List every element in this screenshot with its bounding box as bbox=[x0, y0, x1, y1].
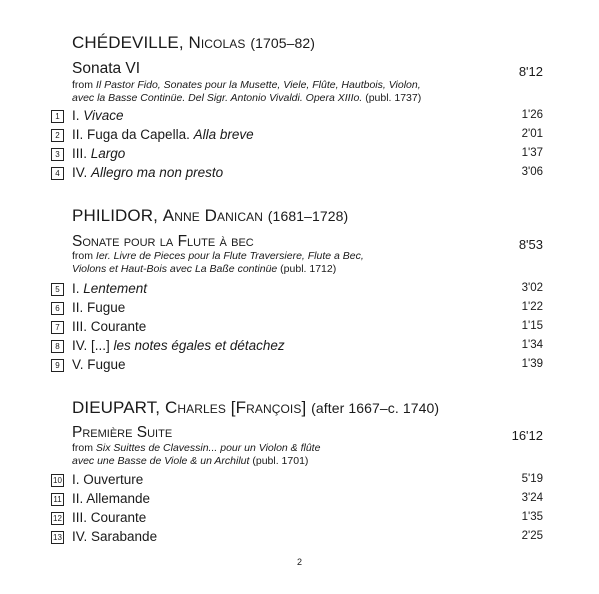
track-title-prefix: III. Courante bbox=[72, 319, 147, 334]
track-title-prefix: I. Ouverture bbox=[72, 472, 144, 487]
track-title-prefix: II. Fugue bbox=[72, 300, 126, 315]
work-source-note: from Six Suittes de Clavessin... pour un Violon & flûte avec une Basse de Viole & un Archilut (publ. 1701) bbox=[72, 442, 321, 467]
track-title bbox=[72, 319, 146, 334]
composer-given-name: Anne Danican bbox=[162, 206, 263, 225]
track-title bbox=[72, 472, 143, 487]
work-duration: 8'53 bbox=[518, 237, 543, 252]
track-row bbox=[0, 529, 599, 547]
track-title-tempo: Allegro ma non presto bbox=[91, 165, 224, 180]
track-title bbox=[72, 127, 254, 142]
track-row bbox=[0, 281, 599, 299]
track-number-box: 13 bbox=[51, 531, 64, 544]
track-row bbox=[0, 338, 599, 356]
work-title: Sonate pour la Flute à bec bbox=[72, 233, 254, 250]
track-duration: 2'01 bbox=[521, 128, 543, 140]
track-row bbox=[0, 165, 599, 183]
composer-dates: (after 1667–c. 1740) bbox=[311, 400, 440, 416]
track-title-prefix: II. Fuga da Capella. bbox=[72, 127, 194, 142]
track-number-box: 4 bbox=[51, 167, 64, 180]
composer-surname: DIEUPART, bbox=[72, 398, 161, 417]
track-title-tempo: Lentement bbox=[83, 281, 148, 296]
track-number-box: 1 bbox=[51, 110, 64, 123]
track-row bbox=[0, 472, 599, 490]
track-number-box: 3 bbox=[51, 148, 64, 161]
track-title bbox=[72, 491, 150, 506]
track-title-prefix: IV. bbox=[72, 165, 92, 180]
track-title bbox=[72, 510, 146, 525]
track-duration: 1'22 bbox=[521, 301, 543, 313]
work-duration: 16'12 bbox=[511, 428, 543, 443]
track-row bbox=[0, 108, 599, 126]
track-title-tempo: Vivace bbox=[83, 108, 124, 123]
work-source-note: from Il Pastor Fido, Sonates pour la Musette, Viele, Flûte, Hautbois, Violon, avec la Basse Continüe. Del Sigr. Antonio Vivaldi. Opera XIIIo. (publ. 1737) bbox=[72, 79, 422, 104]
track-title-prefix: III. bbox=[72, 146, 91, 161]
track-row bbox=[0, 510, 599, 528]
track-number-box: 10 bbox=[51, 474, 64, 487]
work-title: Sonata VI bbox=[72, 60, 141, 77]
composer-dates: (1681–1728) bbox=[267, 208, 349, 224]
composer-given-name: Nicolas bbox=[188, 33, 246, 52]
track-duration: 1'34 bbox=[521, 339, 543, 351]
work-source-note: from Ier. Livre de Pieces pour la Flute Traversiere, Flute a Bec, Violons et Haut-Bois avec La Baße continüe (publ. 1712) bbox=[72, 250, 364, 275]
page-number: 2 bbox=[296, 557, 302, 567]
track-number-box: 12 bbox=[51, 512, 64, 525]
track-duration: 3'06 bbox=[521, 166, 543, 178]
composer-surname: PHILIDOR, bbox=[72, 206, 158, 225]
composer-heading bbox=[72, 206, 348, 226]
work-title: Première Suite bbox=[72, 424, 173, 441]
track-row bbox=[0, 300, 599, 318]
track-row bbox=[0, 357, 599, 375]
track-duration: 3'02 bbox=[521, 282, 543, 294]
track-number-box: 5 bbox=[51, 283, 64, 296]
track-title-prefix: III. Courante bbox=[72, 510, 147, 525]
track-title bbox=[72, 108, 124, 123]
track-title-prefix: I. bbox=[72, 281, 84, 296]
track-title-tempo: les notes égales et détachez bbox=[113, 338, 285, 353]
composer-heading bbox=[72, 33, 315, 53]
track-title bbox=[72, 281, 147, 296]
composer-heading bbox=[72, 398, 439, 418]
track-number-box: 2 bbox=[51, 129, 64, 142]
composer-given-name: Charles [François] bbox=[164, 398, 307, 417]
track-duration: 1'39 bbox=[521, 358, 543, 370]
composer-dates: (1705–82) bbox=[250, 35, 316, 51]
track-duration: 2'25 bbox=[521, 530, 543, 542]
track-title-prefix: I. bbox=[72, 108, 84, 123]
track-duration: 1'26 bbox=[521, 109, 543, 121]
track-row bbox=[0, 319, 599, 337]
track-title bbox=[72, 165, 223, 180]
track-title bbox=[72, 338, 285, 353]
track-title-prefix: II. Allemande bbox=[72, 491, 151, 506]
track-duration: 1'37 bbox=[521, 147, 543, 159]
track-title bbox=[72, 529, 157, 544]
track-row bbox=[0, 491, 599, 509]
track-duration: 1'35 bbox=[521, 511, 543, 523]
track-row bbox=[0, 127, 599, 145]
track-number-box: 6 bbox=[51, 302, 64, 315]
track-duration: 5'19 bbox=[521, 473, 543, 485]
track-title-tempo: Alla breve bbox=[193, 127, 254, 142]
track-number-box: 9 bbox=[51, 359, 64, 372]
track-title-prefix: IV. [...] bbox=[72, 338, 114, 353]
track-title bbox=[72, 300, 125, 315]
track-title-tempo: Largo bbox=[90, 146, 126, 161]
track-number-box: 11 bbox=[51, 493, 64, 506]
track-duration: 1'15 bbox=[521, 320, 543, 332]
track-row bbox=[0, 146, 599, 164]
track-title bbox=[72, 146, 125, 161]
track-title-prefix: V. Fugue bbox=[72, 357, 126, 372]
track-title-prefix: IV. Sarabande bbox=[72, 529, 158, 544]
track-number-box: 7 bbox=[51, 321, 64, 334]
track-duration: 3'24 bbox=[521, 492, 543, 504]
track-title bbox=[72, 357, 126, 372]
work-duration: 8'12 bbox=[518, 64, 543, 79]
composer-surname: CHÉDEVILLE, bbox=[72, 33, 184, 52]
track-number-box: 8 bbox=[51, 340, 64, 353]
